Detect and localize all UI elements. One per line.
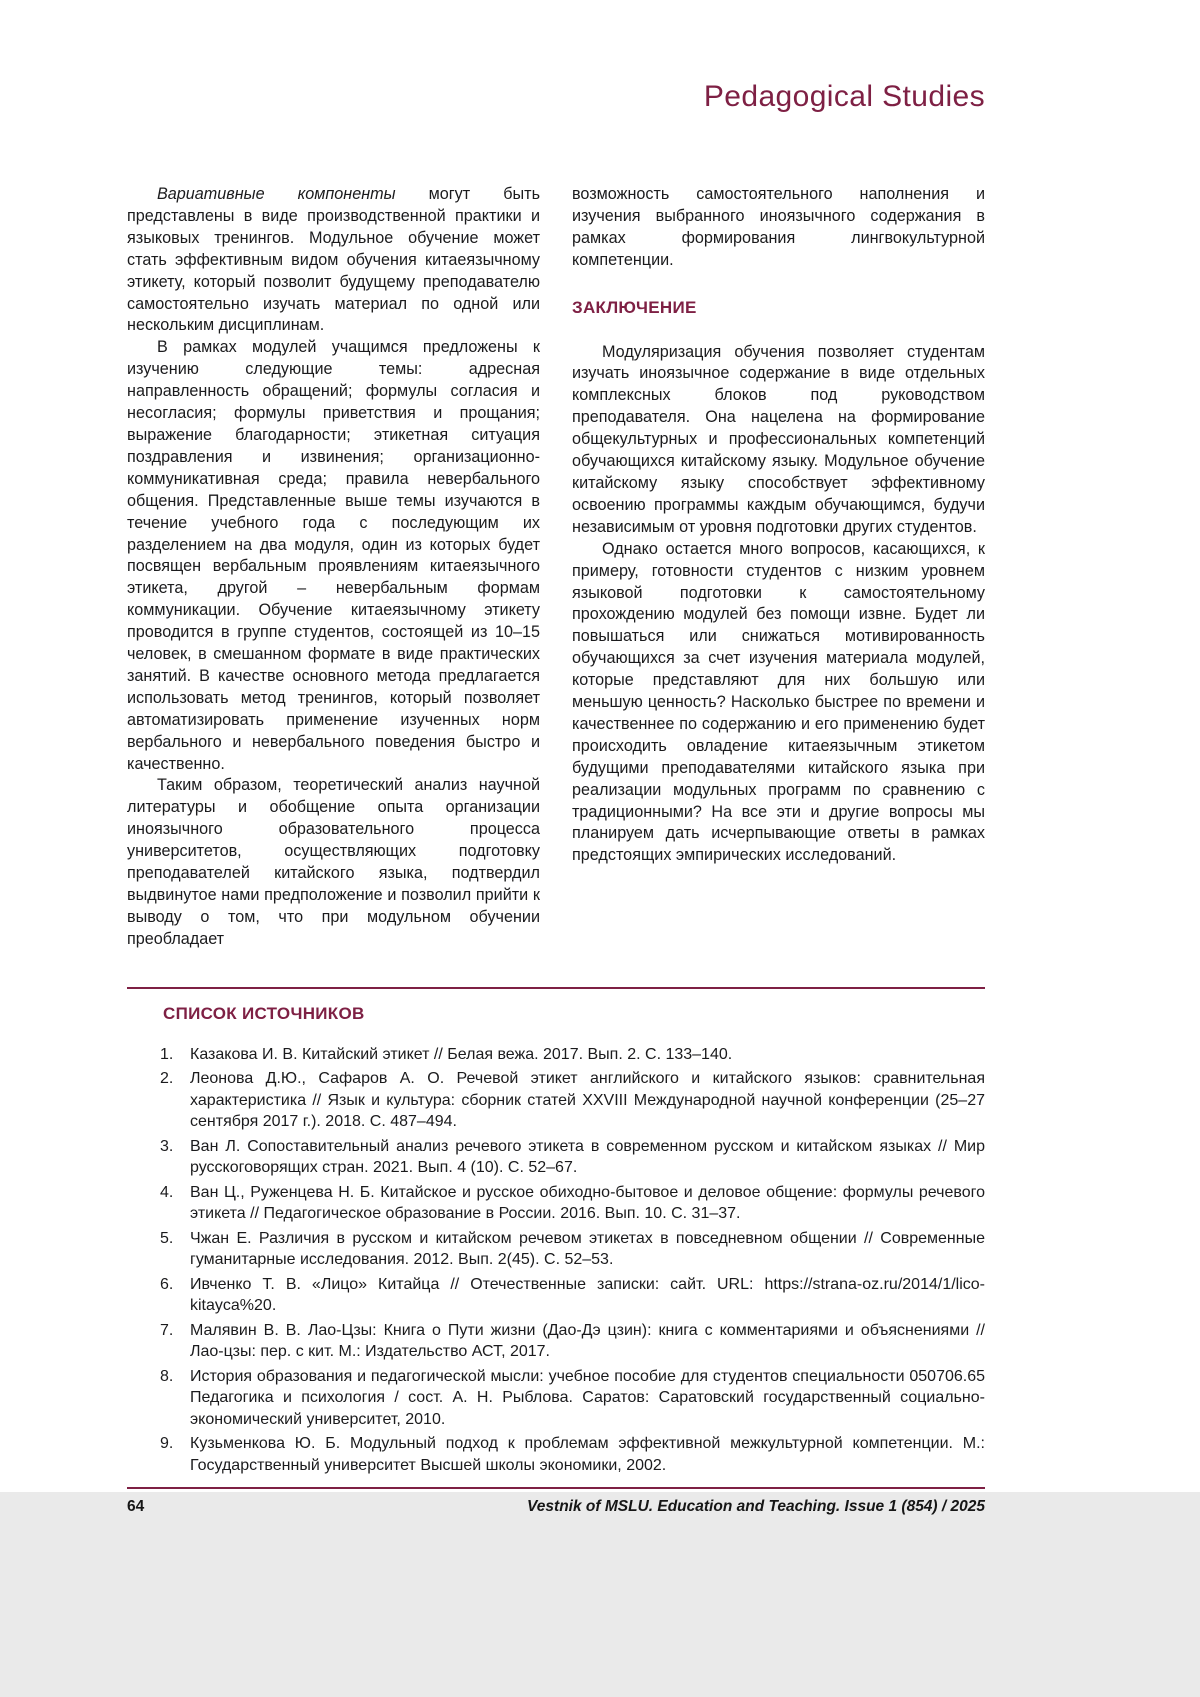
reference-text: Ван Ц., Руженцева Н. Б. Китайское и русское обиходно-бытовое и деловое общение: формулы речевого этикета // Педагогическое образование в России. 2016. Вып. 10. С. 31–37. [190,1183,985,1223]
paragraph-moduli-temy: В рамках модулей учащимся предложены к изучению следующие темы: адресная направленность обращений; формулы согласия и несогласия; формулы приветствия и прощания; выражение благодарности; этикетная ситуация поздравления и извинения; организационно-коммуникативная среда; правила невербального общения. Представленные выше темы изучаются в течение учебного года с последующим их разделением на два модуля, один из которых будет посвящен вербальным проявлениям китаеязычного этикета, другой – невербальным формам коммуникации. Обучение китаеязычному этикету проводится в группе студентов, состоящей из 10–15 человек, в смешанном формате в виде практических занятий. В качестве основного метода предлагается использовать метод тренингов, который позволяет автоматизировать применение изученных норм вербального и невербального поведения быстро и качественно. [127,338,540,773]
two-column-text [127,184,985,951]
journal-running-title: Vestnik of MSLU. Education and Teaching. Issue 1 (854) / 2025 [527,1498,985,1515]
reference-number: 6. [160,1275,174,1293]
reference-number: 3. [160,1137,174,1155]
section-heading-conclusion: ЗАКЛЮЧЕНИЕ [572,297,697,317]
reference-item [160,1228,985,1271]
reference-text: Казакова И. В. Китайский этикет // Белая вежа. 2017. Вып. 2. С. 133–140. [190,1045,733,1063]
reference-number: 7. [160,1321,174,1339]
reference-number: 4. [160,1183,174,1201]
reference-item [160,1320,985,1363]
reference-number: 9. [160,1435,174,1453]
references-heading: СПИСОК ИСТОЧНИКОВ [163,1003,365,1023]
page-number: 64 [127,1498,145,1515]
references-list [160,1044,985,1477]
paragraph-continuation: возможность самостоятельного наполнения и изучения выбранного иноязычного содержания в рамках формирования лингвокультурной компетенции. [572,185,985,269]
paragraph-modulyarizaciya: Модуляризация обучения позволяет студентам изучать иноязычное содержание в виде отдельных комплексных блоков под руководством преподавателя. Она нацелена на формирование общекультурных и профессиональных компетенций обучающихся китайскому языку. Модульное обучение китайскому языку способствует эффективному освоению программы каждым обучающимся, будучи независимым от уровня подготовки других студентов. [572,342,985,536]
italic-lead-text: Вариативные компоненты [157,185,396,203]
reference-number: 2. [160,1070,174,1088]
reference-item [160,1366,985,1431]
reference-text: История образования и педагогической мысли: учебное пособие для студентов специальности 050706.65 Педагогика и психология / сост. А. Н. Рыблова. Саратов: Саратовский государственный социально-экономический университет, 2010. [190,1367,985,1428]
left-column [127,184,540,951]
reference-item [160,1433,985,1476]
reference-item [160,1044,985,1066]
paragraph-variativnye [127,184,540,337]
reference-text: Леонова Д.Ю., Сафаров А. О. Речевой этикет английского и китайского языков: сравнительная характеристика // Язык и культура: сборник статей XXVIII Международной научной конференции (25–27 сентября 2017 г.). 2018. С. 487–494. [190,1070,985,1131]
footer-divider-rule [127,1487,985,1489]
reference-number: 5. [160,1229,174,1247]
paragraph-takim-obrazom: Таким образом, теоретический анализ научной литературы и обобщение опыта организации иноязычного образовательного процесса университетов, осуществляющих подготовку преподавателей китайского языка, подтвердил выдвинутое нами предположение и позволил прийти к выводу о том, что при модульном обучении преобладает [127,776,540,948]
reference-number: 1. [160,1045,174,1063]
references-divider-rule [127,987,985,989]
right-column [572,184,985,951]
reference-item [160,1274,985,1317]
paragraph-text: могут быть представлены в виде производственной практики и языковых тренингов. Модульное обучение может стать эффективным видом обучения китаеязычному этикету, который позволит будущему преподавателю самостоятельно изучать материал по одной или нескольким дисциплинам. [127,185,541,335]
footer-row [0,1492,1200,1516]
page-footer [0,1492,1200,1697]
reference-item [160,1182,985,1225]
reference-number: 8. [160,1367,174,1385]
reference-text-with-url: Ивченко Т. В. «Лицо» Китайца // Отечественные записки: сайт. URL: https://strana-oz.ru/2014/1/lico-kitayca%20. [190,1275,985,1315]
article-content [127,184,985,1479]
reference-item [160,1068,985,1133]
reference-item [160,1136,985,1179]
reference-text: Малявин В. В. Лао-Цзы: Книга о Пути жизни (Дао-Дэ цзин): книга с комментариями и объяснениями // Лао-цзы: пер. с кит. М.: Издательство АСТ, 2017. [190,1321,985,1361]
paragraph-odnako-voprosy: Однако остается много вопросов, касающихся, к примеру, готовности студентов с низким уровнем языковой подготовки к самостоятельному прохождению модулей без помощи извне. Будет ли повышаться или снижаться мотивированность обучающихся за счет изучения материала модулей, которые представляют для них большую или меньшую ценность? Насколько быстрее по времени и качественнее по содержанию и его применению будет происходить овладение китаеязычным этикетом будущими преподавателями китайского языка при реализации модульных программ по сравнению с традиционными? На все эти и другие вопросы мы планируем дать исчерпывающие ответы в рамках предстоящих эмпирических исследований. [572,539,985,865]
reference-text: Чжан Е. Различия в русском и китайском речевом этикетах в повседневном общении // Современные гуманитарные исследования. 2012. Вып. 2(45). С. 52–53. [190,1229,985,1269]
reference-text: Кузьменкова Ю. Б. Модульный подход к проблемам эффективной межкультурной компетенции. М.: Государственный университет Высшей школы экономики, 2002. [190,1435,985,1474]
running-head [127,80,985,114]
page-header-title: Pedagogical Studies [703,80,985,113]
reference-text: Ван Л. Сопоставительный анализ речевого этикета в современном русском и китайском языках // Мир русскоговорящих стран. 2021. Вып. 4 (10). С. 52–67. [190,1137,985,1177]
